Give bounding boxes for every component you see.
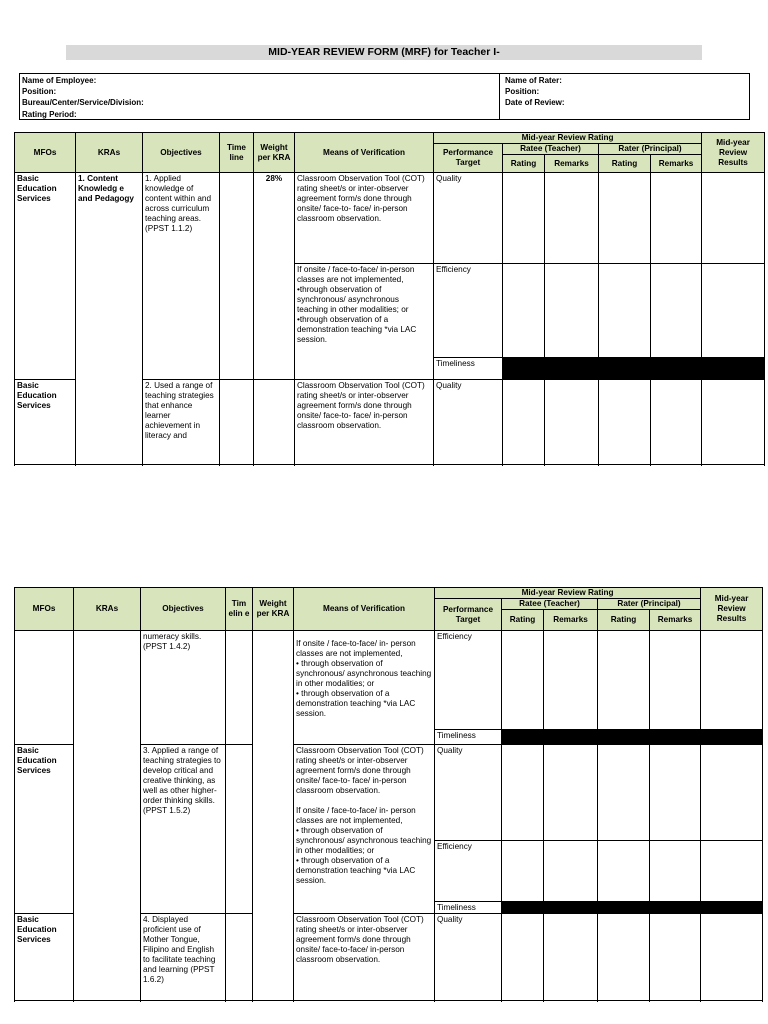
rater-name-label: Name of Rater: <box>505 76 562 85</box>
rating-cell <box>598 745 650 841</box>
rating-cell <box>503 380 545 465</box>
header-ratee-rating: Rating <box>502 610 544 631</box>
results-cell <box>702 264 765 358</box>
header-ratee-remarks: Remarks <box>545 155 599 173</box>
rating-cell <box>503 264 545 358</box>
header-kras: KRAs <box>76 133 143 173</box>
review-table-page1 <box>14 132 765 465</box>
header-mfos: MFOs <box>15 133 76 173</box>
results-cell <box>702 380 765 465</box>
results-cell <box>701 631 763 730</box>
target-efficiency: Efficiency <box>435 631 502 730</box>
header-results: Mid-year Review Results <box>702 133 765 173</box>
header-performance-target: Performance Target <box>434 144 503 173</box>
blacked-out-cell <box>502 730 763 745</box>
target-efficiency: Efficiency <box>434 264 503 358</box>
blacked-out-cell <box>503 358 765 380</box>
rating-cell <box>599 380 651 465</box>
verification-cell: Classroom Observation Tool (COT) rating sheet/s or inter-observer agreement form/s done through onsite/ face-to- face/ in-person classroom observation. <box>295 380 434 465</box>
timeline-cell <box>226 745 253 914</box>
remarks-cell <box>544 631 598 730</box>
timeline-cell <box>226 631 253 745</box>
header-timeline: Time line <box>220 133 254 173</box>
rating-cell <box>598 914 650 1001</box>
objective-cell: 3. Applied a range of teaching strategies to develop critical and creative thinking, as well as other higher-order thinking skills. (PPST 1.5.2) <box>141 745 226 914</box>
header-weight: Weight per KRA <box>254 133 295 173</box>
objective-cell: 1. Applied knowledge of content within and across curriculum teaching areas. (PPST 1.1.2) <box>143 173 220 380</box>
weight-cell <box>253 631 294 1001</box>
remarks-cell <box>650 841 701 902</box>
header-weight: Weight per KRA <box>253 588 294 631</box>
header-performance-target: Performance Target <box>435 599 502 631</box>
review-date-label: Date of Review: <box>505 98 565 108</box>
rating-cell <box>502 841 544 902</box>
remarks-cell <box>650 631 701 730</box>
info-divider <box>499 74 500 119</box>
review-table-page2 <box>14 587 763 1001</box>
header-midyear-rating: Mid-year Review Rating <box>434 133 702 144</box>
rating-cell <box>599 173 651 264</box>
objective-cell: 4. Displayed proficient use of Mother Tongue, Filipino and English to facilitate teaching and learning (PPST 1.6.2) <box>141 914 226 1001</box>
target-quality: Quality <box>434 173 503 264</box>
header-ratee: Ratee (Teacher) <box>502 599 598 610</box>
remarks-cell <box>650 914 701 1001</box>
target-quality: Quality <box>435 914 502 1001</box>
remarks-cell <box>545 380 599 465</box>
rating-cell <box>599 264 651 358</box>
weight-cell <box>254 380 295 465</box>
verification-cell: Classroom Observation Tool (COT) rating sheet/s or inter-observer agreement form/s done through onsite/ face-to- face/ in-person classroom observation. If onsite / face-to-face/ in- person classes are not implemented, • through observation of synchronous/ asynchronous teaching in other modalities; or • through observation of a demonstration teaching *via LAC session. <box>294 745 435 914</box>
target-timeliness: Timeliness <box>435 902 502 914</box>
objective-cell: 2. Used a range of teaching strategies that enhance learner achievement in literacy and <box>143 380 220 465</box>
remarks-cell <box>545 264 599 358</box>
results-cell <box>701 914 763 1001</box>
target-efficiency: Efficiency <box>435 841 502 902</box>
rating-cell <box>502 631 544 730</box>
remarks-cell <box>650 745 701 841</box>
header-rater-rating: Rating <box>598 610 650 631</box>
target-timeliness: Timeliness <box>435 730 502 745</box>
verification-cell: Classroom Observation Tool (COT) rating sheet/s or inter-observer agreement form/s done through onsite/ face-to-face/ in-person classroom observation. <box>294 914 435 1001</box>
remarks-cell <box>544 745 598 841</box>
header-means: Means of Verification <box>294 588 435 631</box>
verification-alt-cell: If onsite / face-to-face/ in-person classes are not implemented, •through observation of synchronous/ asynchronous teaching in other modalities; or •through observation of a demonstration teaching *via LAC session. <box>295 264 434 380</box>
header-rater: Rater (Principal) <box>598 599 701 610</box>
employee-info-box <box>19 73 750 120</box>
remarks-cell <box>544 914 598 1001</box>
remarks-cell <box>651 173 702 264</box>
rater-position-label: Position: <box>505 87 540 97</box>
rating-cell <box>503 173 545 264</box>
header-objectives: Objectives <box>143 133 220 173</box>
rating-cell <box>598 631 650 730</box>
mfo-cell: Basic Education Services <box>15 380 76 465</box>
rating-cell <box>502 745 544 841</box>
bureau-label: Bureau/Center/Service/Division: <box>22 98 144 108</box>
target-quality: Quality <box>434 380 503 465</box>
header-rater-remarks: Remarks <box>651 155 702 173</box>
header-rater-rating: Rating <box>599 155 651 173</box>
timeline-cell <box>220 380 254 465</box>
remarks-cell <box>545 173 599 264</box>
header-mfos: MFOs <box>15 588 74 631</box>
timeline-cell <box>226 914 253 1001</box>
position-label: Position: <box>22 87 57 97</box>
rating-period-label: Rating Period: <box>22 109 77 119</box>
target-timeliness: Timeliness <box>434 358 503 380</box>
header-ratee-rating: Rating <box>503 155 545 173</box>
remarks-cell <box>544 841 598 902</box>
employee-info-left <box>22 75 144 120</box>
header-kras: KRAs <box>74 588 141 631</box>
mfo-cell: Basic Education Services <box>15 173 76 380</box>
timeline-cell <box>220 173 254 380</box>
employee-name-label: Name of Employee: <box>22 76 97 85</box>
rating-cell <box>598 841 650 902</box>
mfo-cell <box>15 631 74 745</box>
results-cell <box>702 173 765 264</box>
kra-cell <box>74 631 141 1001</box>
results-cell <box>701 745 763 841</box>
header-ratee-remarks: Remarks <box>544 610 598 631</box>
header-means: Means of Verification <box>295 133 434 173</box>
form-title: MID-YEAR REVIEW FORM (MRF) for Teacher I- <box>66 45 702 60</box>
mfo-cell: Basic Education Services <box>15 745 74 914</box>
header-objectives: Objectives <box>141 588 226 631</box>
header-midyear-rating: Mid-year Review Rating <box>435 588 701 599</box>
rater-info-right <box>505 75 565 109</box>
objective-cell: numeracy skills. (PPST 1.4.2) <box>141 631 226 745</box>
kra-cell: 1. Content Knowledg e and Pedagogy <box>76 173 143 465</box>
weight-cell: 28% <box>254 173 295 380</box>
blacked-out-cell <box>502 902 763 914</box>
header-results: Mid-year Review Results <box>701 588 763 631</box>
header-rater-remarks: Remarks <box>650 610 701 631</box>
header-timeline: Tim elin e <box>226 588 253 631</box>
header-ratee: Ratee (Teacher) <box>503 144 599 155</box>
mfo-cell: Basic Education Services <box>15 914 74 1001</box>
verification-cell: Classroom Observation Tool (COT) rating sheet/s or inter-observer agreement form/s done through onsite/ face-to- face/ in-person classroom observation. <box>295 173 434 264</box>
verification-alt-cell: If onsite / face-to-face/ in- person classes are not implemented, • through observation of synchronous/ asynchronous teaching in other modalities; or • through observation of a demonstration teaching *via LAC session. <box>294 631 435 745</box>
remarks-cell <box>651 380 702 465</box>
header-rater: Rater (Principal) <box>599 144 702 155</box>
results-cell <box>701 841 763 902</box>
remarks-cell <box>651 264 702 358</box>
rating-cell <box>502 914 544 1001</box>
target-quality: Quality <box>435 745 502 841</box>
